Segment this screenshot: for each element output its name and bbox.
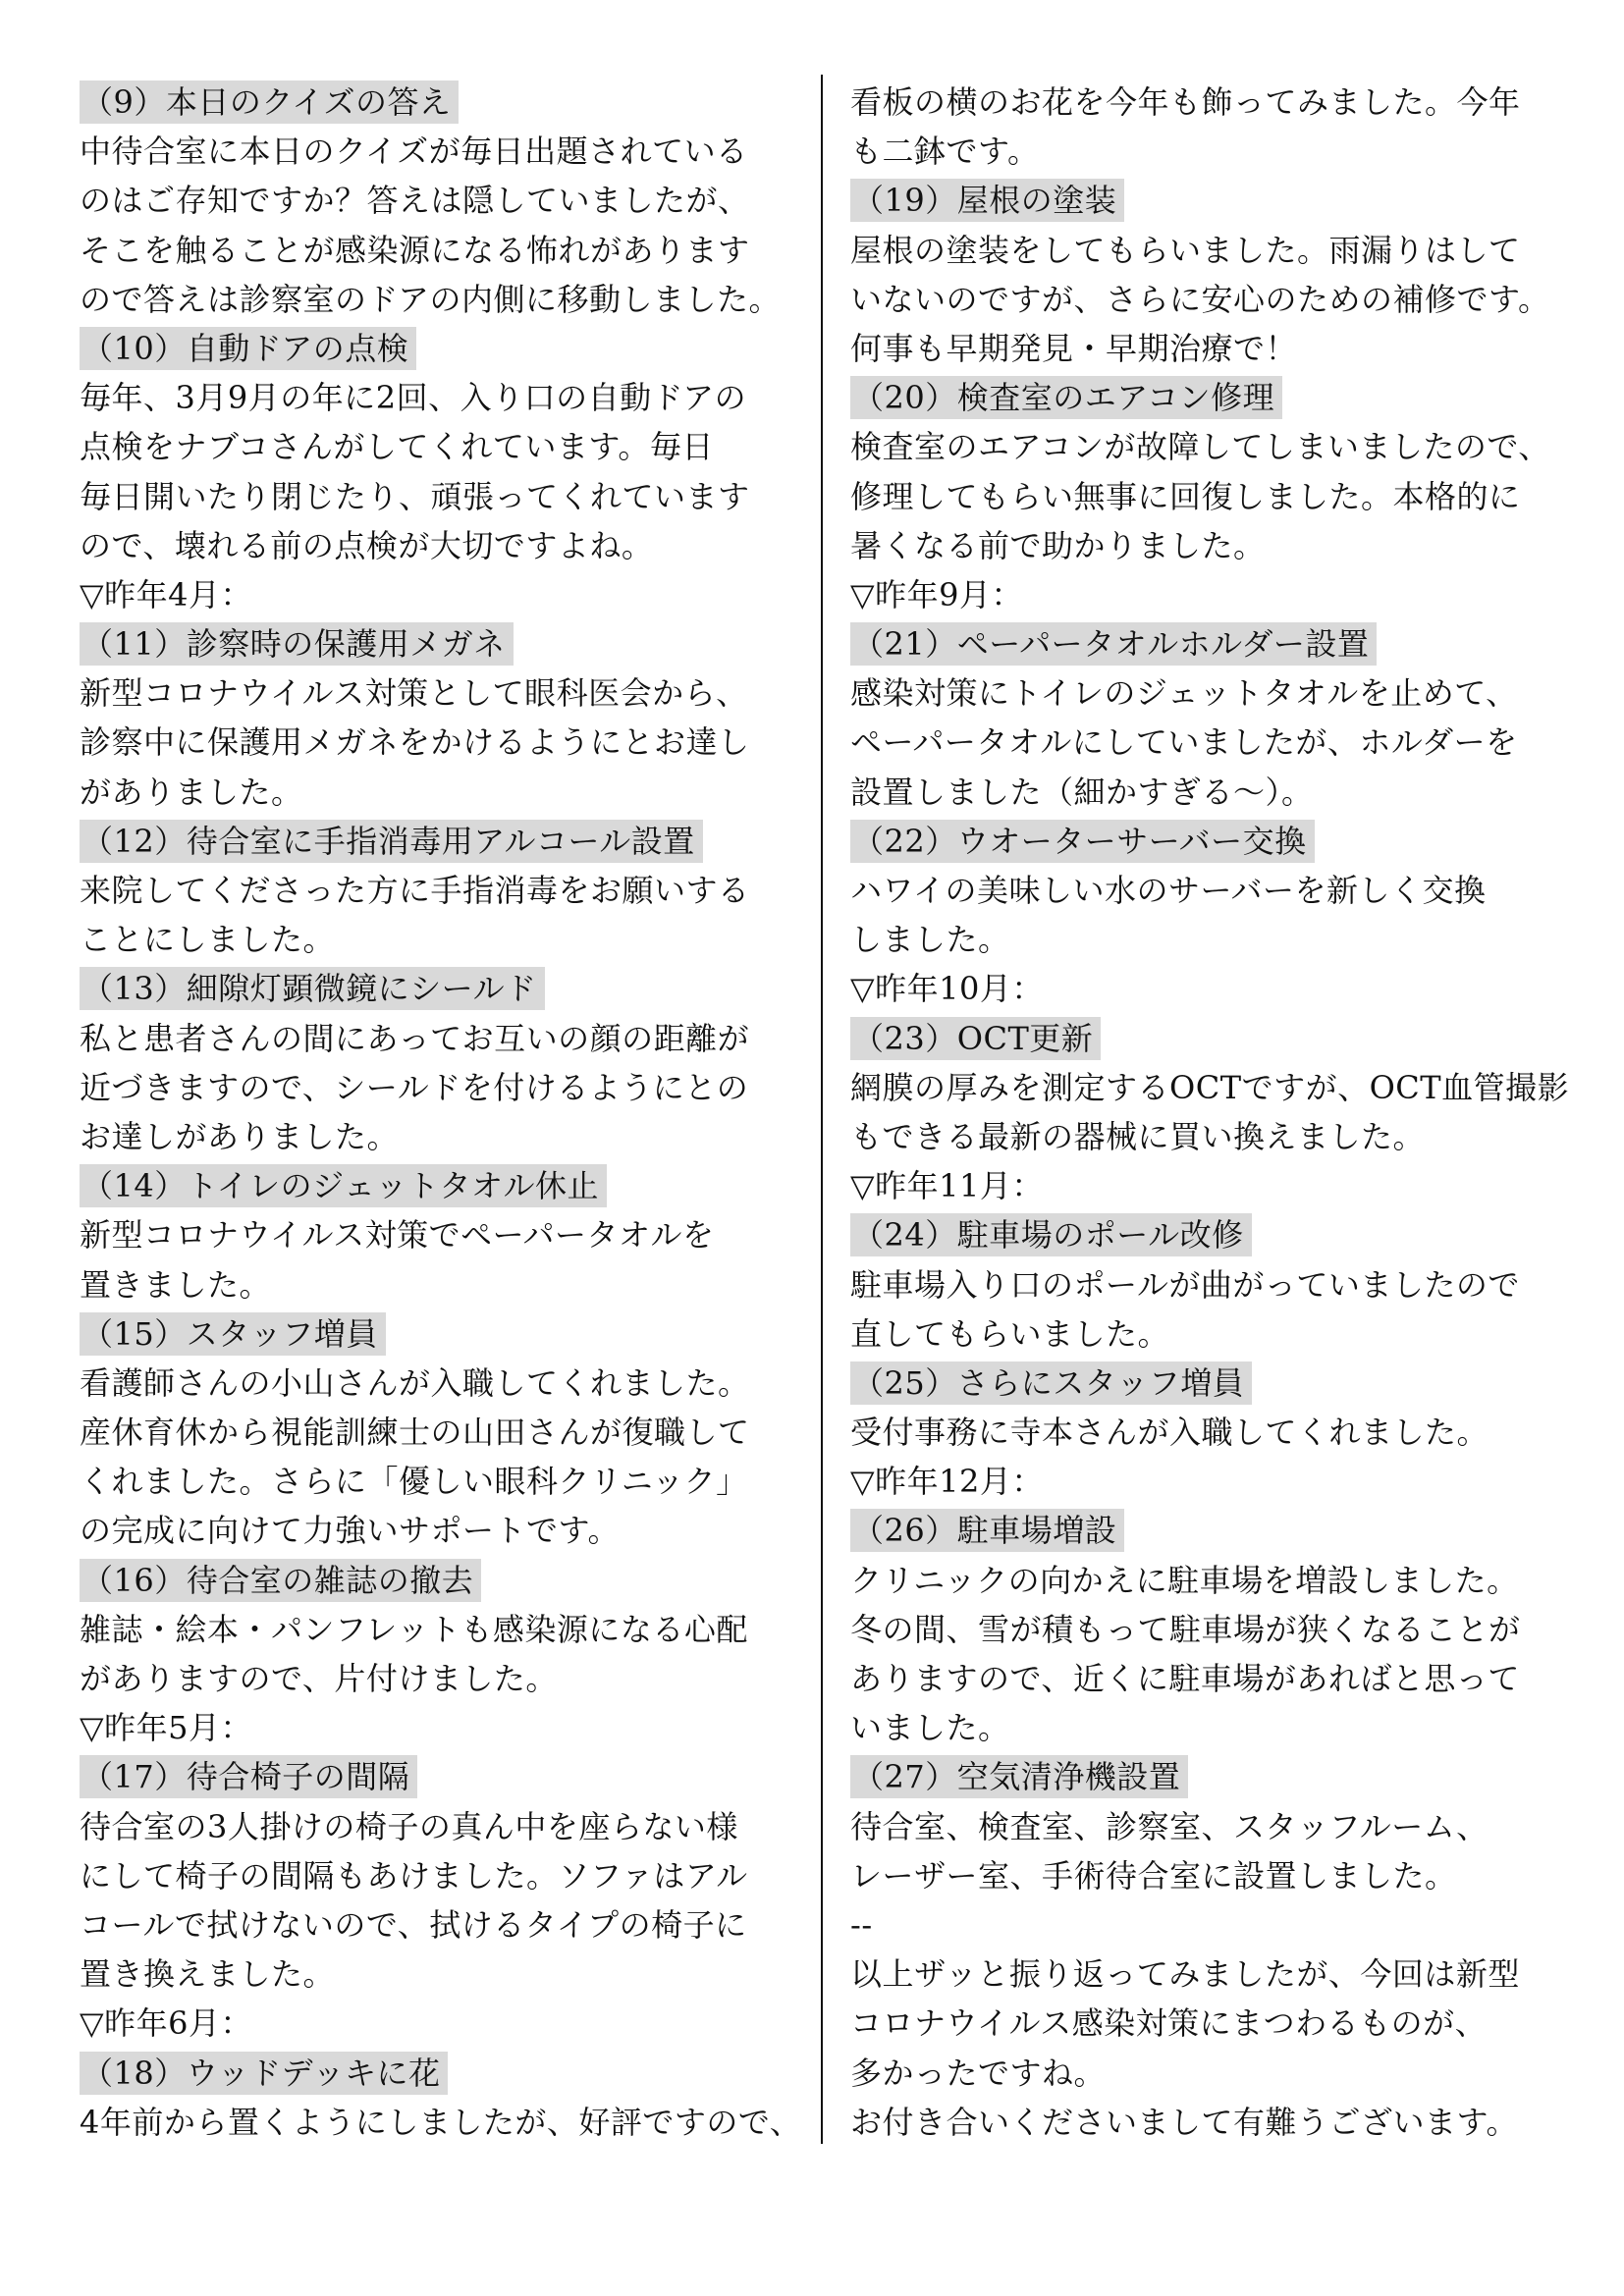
body-text-line bbox=[80, 1260, 796, 1309]
section-heading-text: （10）自動ドアの点検 bbox=[80, 327, 416, 370]
body-text-line bbox=[850, 226, 1577, 275]
body-text-line bbox=[850, 1703, 1577, 1752]
section-heading bbox=[850, 1359, 1577, 1408]
body-text: ▽昨年6月： bbox=[80, 2004, 252, 2043]
body-text-line bbox=[850, 275, 1577, 324]
body-text-line bbox=[850, 1900, 1577, 1949]
body-text: ペーパータオルにしていましたが、ホルダーを bbox=[850, 723, 1518, 762]
body-text-line bbox=[80, 1112, 796, 1161]
body-text-line bbox=[80, 127, 796, 176]
body-text-line bbox=[850, 521, 1577, 570]
section-heading bbox=[850, 619, 1577, 668]
body-text-line bbox=[80, 176, 796, 225]
section-heading-text: （22）ウオーターサーバー交換 bbox=[850, 820, 1315, 863]
body-text-line bbox=[850, 668, 1577, 718]
body-text: レーザー室、手術待合室に設置しました。 bbox=[850, 1856, 1457, 1895]
body-text: がありました。 bbox=[80, 773, 303, 811]
body-text-line bbox=[80, 1359, 796, 1408]
right-column bbox=[850, 78, 1577, 2147]
section-heading-text: （20）検査室のエアコン修理 bbox=[850, 376, 1282, 419]
body-text: コールで拭けないので、拭けるタイプの椅子に bbox=[80, 1905, 747, 1944]
body-text-line bbox=[850, 472, 1577, 521]
body-text-line bbox=[850, 1802, 1577, 1851]
body-text: 暑くなる前で助かりました。 bbox=[850, 526, 1266, 564]
body-text: ▽昨年10月： bbox=[850, 970, 1044, 1008]
body-text-line bbox=[850, 127, 1577, 176]
body-text: 毎日開いたり閉じたり、頑張ってくれています bbox=[80, 477, 750, 515]
body-text-line bbox=[850, 78, 1577, 127]
section-heading bbox=[80, 78, 796, 127]
body-text: ので、壊れる前の点検が大切ですよね。 bbox=[80, 526, 654, 564]
body-text: 設置しました（細かすぎる～）。 bbox=[850, 773, 1314, 811]
left-column bbox=[80, 78, 802, 2147]
section-heading bbox=[80, 2049, 796, 2098]
body-text: 新型コロナウイルス対策として眼科医会から、 bbox=[80, 674, 748, 713]
body-text-line bbox=[850, 1408, 1577, 1457]
body-text: ハワイの美味しい水のサーバーを新しく交換 bbox=[850, 872, 1487, 909]
section-heading-text: （15）スタッフ増員 bbox=[80, 1312, 386, 1356]
body-text-line bbox=[80, 866, 796, 915]
section-heading-text: （21）ペーパータオルホルダー設置 bbox=[850, 622, 1377, 666]
section-heading-text: （11）診察時の保護用メガネ bbox=[80, 622, 514, 666]
section-heading bbox=[80, 1161, 796, 1210]
body-text: ので答えは診察室のドアの内側に移動しました。 bbox=[80, 280, 782, 318]
body-text-line bbox=[80, 1703, 796, 1752]
section-heading-text: （14）トイレのジェットタオル休止 bbox=[80, 1164, 607, 1207]
body-text: 置き換えました。 bbox=[80, 1955, 336, 1994]
section-heading bbox=[80, 1309, 796, 1359]
body-text: 冬の間、雪が積もって駐車場が狭くなることが bbox=[850, 1610, 1521, 1648]
section-heading-text: （24）駐車場のポール改修 bbox=[850, 1213, 1252, 1256]
body-text: 屋根の塗装をしてもらいました。雨漏りはして bbox=[850, 231, 1521, 269]
body-text: 看護師さんの小山さんが入職してくれました。 bbox=[80, 1363, 750, 1402]
body-text: ことにしました。 bbox=[80, 921, 336, 959]
section-heading-text: （16）待合室の雑誌の撤去 bbox=[80, 1559, 481, 1602]
body-text: 何事も早期発見・早期治療で！ bbox=[850, 329, 1298, 367]
body-text: しました。 bbox=[850, 921, 1010, 959]
section-heading bbox=[80, 324, 796, 373]
body-text: -- bbox=[850, 1905, 873, 1944]
body-text-line bbox=[850, 1556, 1577, 1605]
body-text-line bbox=[80, 1654, 796, 1703]
body-text: 以上ザッと振り返ってみましたが、今回は新型 bbox=[850, 1955, 1520, 1994]
body-text: 受付事務に寺本さんが入職してくれました。 bbox=[850, 1414, 1489, 1452]
body-text: がありますので、片付けました。 bbox=[80, 1660, 558, 1697]
section-heading-text: （23）OCT更新 bbox=[850, 1017, 1101, 1060]
body-text: 多かったですね。 bbox=[850, 2054, 1107, 2092]
body-text: 修理してもらい無事に回復しました。本格的に bbox=[850, 477, 1521, 515]
body-text-line bbox=[850, 718, 1577, 767]
body-text-line bbox=[80, 1851, 796, 1900]
body-text-line bbox=[850, 1949, 1577, 1999]
body-text: ▽昨年9月： bbox=[850, 575, 1023, 614]
section-heading-text: （12）待合室に手指消毒用アルコール設置 bbox=[80, 820, 703, 863]
body-text-line bbox=[850, 1654, 1577, 1703]
body-text-line bbox=[850, 324, 1577, 373]
body-text-line bbox=[80, 472, 796, 521]
column-divider bbox=[821, 75, 823, 2144]
body-text: もできる最新の器械に買い換えました。 bbox=[850, 1117, 1426, 1155]
body-text-line bbox=[850, 1309, 1577, 1359]
body-text-line bbox=[850, 1063, 1577, 1112]
body-text-line bbox=[80, 1999, 796, 2048]
section-heading bbox=[80, 1752, 796, 1801]
body-text: 点検をナブコさんがしてくれています。毎日 bbox=[80, 428, 714, 466]
body-text-line bbox=[80, 570, 796, 619]
section-heading-text: （25）さらにスタッフ増員 bbox=[850, 1362, 1252, 1405]
body-text: 近づきますので、シールドを付けるようにとの bbox=[80, 1068, 749, 1106]
body-text-line bbox=[850, 1457, 1577, 1506]
section-heading-text: （13）細隙灯顕微鏡にシールド bbox=[80, 967, 545, 1010]
body-text-line bbox=[80, 915, 796, 964]
section-heading bbox=[850, 373, 1577, 422]
body-text: にして椅子の間隔もあけました。ソファはアル bbox=[80, 1856, 748, 1895]
section-heading bbox=[80, 817, 796, 866]
section-heading-text: （9）本日のクイズの答え bbox=[80, 80, 459, 124]
section-heading bbox=[850, 817, 1577, 866]
body-text: くれました。さらに「優しい眼科クリニック」 bbox=[80, 1463, 748, 1501]
body-text: 看板の横のお花を今年も飾ってみました。今年 bbox=[850, 83, 1521, 121]
body-text: ▽昨年11月： bbox=[850, 1167, 1044, 1205]
body-text: ▽昨年5月： bbox=[80, 1709, 252, 1747]
body-text-line bbox=[850, 1161, 1577, 1210]
body-text-line bbox=[850, 422, 1577, 471]
section-heading bbox=[850, 176, 1577, 225]
body-text: 毎年、3月9月の年に2回、入り口の自動ドアの bbox=[80, 379, 747, 417]
body-text-line bbox=[850, 866, 1577, 915]
body-text-line bbox=[80, 718, 796, 767]
section-heading-text: （18）ウッドデッキに花 bbox=[80, 2052, 448, 2095]
body-text: 網膜の厚みを測定するOCTですが、OCT血管撮影 bbox=[850, 1068, 1570, 1106]
body-text: コロナウイルス感染対策にまつわるものが、 bbox=[850, 2004, 1488, 2043]
body-text: の完成に向けて力強いサポートです。 bbox=[80, 1512, 620, 1550]
body-text-line bbox=[850, 768, 1577, 817]
body-text: のはご存知ですか？答えは隠していましたが、 bbox=[80, 182, 750, 220]
body-text: 雑誌・絵本・パンフレットも感染源になる心配 bbox=[80, 1610, 748, 1648]
body-text-line bbox=[80, 668, 796, 718]
body-text: 産休育休から視能訓練士の山田さんが復職して bbox=[80, 1414, 750, 1452]
body-text: 感染対策にトイレのジェットタオルを止めて、 bbox=[850, 674, 1518, 713]
section-heading-text: （19）屋根の塗装 bbox=[850, 179, 1124, 222]
body-text-line bbox=[80, 1408, 796, 1457]
body-text: 検査室のエアコンが故障してしまいましたので、 bbox=[850, 428, 1550, 466]
body-text-line bbox=[850, 2049, 1577, 2098]
body-text-line bbox=[80, 373, 796, 422]
body-text: そこを触ることが感染源になる怖れがあります bbox=[80, 231, 750, 269]
body-text: 駐車場入り口のポールが曲がっていましたので bbox=[850, 1265, 1520, 1304]
body-text-line bbox=[80, 1605, 796, 1654]
body-text-line bbox=[850, 1605, 1577, 1654]
section-heading bbox=[850, 1506, 1577, 1555]
section-heading bbox=[80, 964, 796, 1013]
body-text: 来院してくださった方に手指消毒をお願いする bbox=[80, 872, 750, 909]
body-text-line bbox=[850, 964, 1577, 1013]
body-text: ありますので、近くに駐車場があればと思って bbox=[850, 1660, 1520, 1697]
body-text-line bbox=[80, 768, 796, 817]
body-text-line bbox=[80, 1210, 796, 1259]
body-text: 中待合室に本日のクイズが毎日出題されている bbox=[80, 133, 748, 171]
body-text: ▽昨年4月： bbox=[80, 575, 252, 614]
section-heading bbox=[850, 1752, 1577, 1801]
body-text-line bbox=[80, 1802, 796, 1851]
body-text-line bbox=[80, 422, 796, 471]
body-text-line bbox=[80, 1949, 796, 1999]
section-heading bbox=[850, 1210, 1577, 1259]
body-text-line bbox=[80, 521, 796, 570]
section-heading bbox=[80, 619, 796, 668]
body-text: クリニックの向かえに駐車場を増設しました。 bbox=[850, 1561, 1519, 1599]
body-text-line bbox=[850, 1260, 1577, 1309]
section-heading-text: （26）駐車場増設 bbox=[850, 1509, 1124, 1552]
body-text-line bbox=[850, 1851, 1577, 1900]
body-text: お付き合いくださいまして有難うございます。 bbox=[850, 2103, 1518, 2141]
body-text-line bbox=[850, 915, 1577, 964]
body-text: いないのですが、さらに安心のための補修です。 bbox=[850, 280, 1550, 318]
body-text: お達しがありました。 bbox=[80, 1117, 400, 1155]
body-text: 待合室の3人掛けの椅子の真ん中を座らない様 bbox=[80, 1807, 738, 1845]
body-text: 直してもらいました。 bbox=[850, 1314, 1170, 1353]
body-text-line bbox=[850, 2098, 1577, 2147]
body-text-line bbox=[80, 275, 796, 324]
body-text-line bbox=[80, 226, 796, 275]
body-text-line bbox=[80, 2098, 802, 2147]
body-text-line bbox=[80, 1506, 796, 1555]
body-text: 待合室、検査室、診察室、スタッフルーム、 bbox=[850, 1807, 1489, 1845]
section-heading-text: （27）空気清浄機設置 bbox=[850, 1755, 1188, 1798]
body-text-line bbox=[80, 1457, 796, 1506]
section-heading bbox=[850, 1014, 1577, 1063]
section-heading-text: （17）待合椅子の間隔 bbox=[80, 1755, 417, 1798]
body-text-line bbox=[80, 1014, 796, 1063]
body-text: ▽昨年12月： bbox=[850, 1463, 1044, 1501]
body-text: いました。 bbox=[850, 1709, 1010, 1747]
body-text: 私と患者さんの間にあってお互いの顔の距離が bbox=[80, 1019, 750, 1057]
body-text: 新型コロナウイルス対策でペーパータオルを bbox=[80, 1216, 715, 1255]
body-text: も二鉢です。 bbox=[850, 133, 1040, 171]
body-text-line bbox=[80, 1900, 796, 1949]
body-text-line bbox=[80, 1063, 796, 1112]
body-text: 4年前から置くようにしましたが、好評ですので、 bbox=[80, 2103, 802, 2141]
body-text-line bbox=[850, 1999, 1577, 2048]
body-text: 診察中に保護用メガネをかけるようにとお達し bbox=[80, 723, 750, 762]
body-text-line bbox=[850, 570, 1577, 619]
section-heading bbox=[80, 1556, 796, 1605]
body-text: 置きました。 bbox=[80, 1265, 272, 1304]
body-text-line bbox=[850, 1112, 1577, 1161]
